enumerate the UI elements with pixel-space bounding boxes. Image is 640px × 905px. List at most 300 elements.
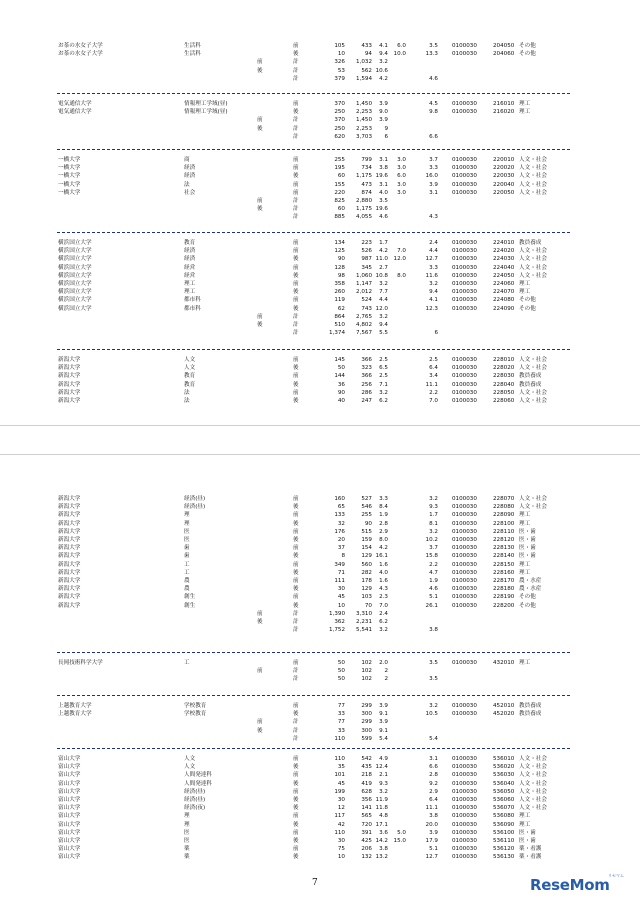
cell-dept: 薬 bbox=[184, 846, 190, 853]
cell-univ: 横浜国立大学 bbox=[58, 256, 92, 263]
cell-gcode: 前 bbox=[257, 59, 263, 66]
cell-cat: 教員養成 bbox=[519, 373, 542, 380]
cell-n3: 3.9 bbox=[379, 703, 388, 709]
cell-c2: 536120 bbox=[493, 846, 515, 853]
cell-univ: 横浜国立大学 bbox=[58, 297, 92, 304]
cell-c1: 0100030 bbox=[452, 569, 477, 576]
cell-sched: 計 bbox=[293, 619, 299, 625]
cell-n3: 12.0 bbox=[375, 305, 388, 312]
cell-dept: 医 bbox=[184, 838, 190, 844]
cell-n3: 4.4 bbox=[379, 297, 388, 304]
cell-n5: 2.9 bbox=[429, 788, 438, 795]
cell-univ: 新潟大学 bbox=[58, 569, 81, 576]
cell-univ: 新潟大学 bbox=[58, 389, 81, 396]
cell-sched: 計 bbox=[293, 117, 299, 124]
section-divider bbox=[57, 232, 570, 233]
cell-sched: 後 bbox=[293, 504, 299, 511]
cell-c2: 452010 bbox=[493, 703, 515, 709]
cell-n5: 3.1 bbox=[429, 756, 438, 762]
cell-sched: 計 bbox=[293, 67, 299, 74]
page-gap bbox=[0, 425, 640, 455]
cell-n3: 9.4 bbox=[379, 322, 388, 328]
table-row bbox=[0, 764, 640, 771]
cell-dept: 経済(昼) bbox=[184, 797, 206, 803]
cell-dept: 教育 bbox=[184, 373, 196, 380]
cell-univ: 新潟大学 bbox=[58, 602, 81, 609]
cell-n5: 3.3 bbox=[429, 165, 438, 172]
cell-c1: 0100030 bbox=[452, 109, 477, 116]
cell-n2: 129 bbox=[361, 553, 372, 560]
cell-sched: 前 bbox=[293, 561, 299, 568]
cell-n3: 4.0 bbox=[379, 569, 388, 576]
table-row bbox=[0, 297, 640, 304]
cell-n5: 20.0 bbox=[425, 821, 438, 828]
cell-c1: 0100030 bbox=[452, 305, 477, 312]
cell-cat: 理工 bbox=[519, 101, 531, 107]
cell-univ: 新潟大学 bbox=[58, 561, 81, 568]
table-row bbox=[0, 59, 640, 66]
cell-c1: 0100030 bbox=[452, 157, 477, 163]
cell-n2: 2,765 bbox=[355, 313, 372, 320]
cell-c1: 0100030 bbox=[452, 578, 477, 584]
cell-univ: 上越教育大学 bbox=[58, 703, 92, 709]
cell-univ: 富山大学 bbox=[58, 788, 81, 795]
cell-c2: 224030 bbox=[493, 256, 515, 263]
cell-n3: 4.2 bbox=[379, 75, 388, 82]
cell-sched: 前 bbox=[293, 373, 299, 380]
table-row bbox=[0, 586, 640, 593]
cell-n1: 98 bbox=[337, 272, 345, 279]
cell-c2: 224070 bbox=[493, 289, 515, 296]
cell-n1: 60 bbox=[337, 173, 345, 180]
cell-n1: 50 bbox=[337, 668, 345, 675]
cell-c2: 536060 bbox=[493, 797, 515, 803]
table-row bbox=[0, 398, 640, 405]
cell-c1: 0100030 bbox=[452, 256, 477, 263]
cell-n5: 17.9 bbox=[425, 838, 438, 844]
cell-n5: 3.7 bbox=[429, 157, 438, 163]
cell-n1: 128 bbox=[334, 264, 345, 271]
cell-n3: 3.1 bbox=[379, 181, 388, 188]
cell-dept: 理 bbox=[184, 821, 190, 828]
section-divider bbox=[57, 652, 570, 653]
cell-n5: 26.1 bbox=[425, 602, 438, 609]
cell-univ: 新潟大学 bbox=[58, 537, 81, 543]
cell-sched: 前 bbox=[293, 389, 299, 396]
cell-c1: 0100030 bbox=[452, 381, 477, 388]
cell-sched: 前 bbox=[293, 264, 299, 271]
cell-n1: 30 bbox=[337, 838, 345, 844]
cell-dept: 経済(昼) bbox=[184, 496, 206, 502]
cell-n3: 9.4 bbox=[379, 51, 388, 58]
cell-c2: 536030 bbox=[493, 772, 515, 779]
cell-n1: 40 bbox=[337, 398, 345, 404]
cell-sched: 計 bbox=[293, 330, 299, 337]
cell-gcode: 後 bbox=[257, 619, 263, 625]
cell-sched: 後 bbox=[293, 305, 299, 312]
cell-n5: 13.3 bbox=[425, 51, 438, 58]
cell-sched: 前 bbox=[293, 703, 299, 709]
cell-n1: 12 bbox=[337, 805, 345, 812]
cell-sched: 計 bbox=[293, 676, 299, 683]
cell-cat: 薬・看護 bbox=[519, 854, 542, 861]
cell-sched: 後 bbox=[293, 569, 299, 576]
cell-n2: 734 bbox=[361, 165, 372, 172]
cell-dept: 理 bbox=[184, 813, 190, 820]
table-row bbox=[0, 306, 640, 313]
table-row bbox=[0, 512, 640, 519]
cell-cat: 人文・社会 bbox=[519, 272, 547, 279]
cell-c1: 0100030 bbox=[452, 561, 477, 568]
cell-c1: 0100030 bbox=[452, 846, 477, 853]
table-row bbox=[0, 854, 640, 861]
cell-n1: 362 bbox=[334, 619, 345, 625]
cell-univ: 新潟大学 bbox=[58, 496, 81, 502]
cell-c2: 224050 bbox=[493, 272, 515, 279]
cell-n2: 599 bbox=[361, 735, 372, 742]
cell-dept: 経済(昼) bbox=[184, 504, 206, 511]
cell-c2: 536100 bbox=[493, 829, 515, 836]
cell-dept: 理 bbox=[184, 520, 190, 527]
cell-n3: 4.2 bbox=[379, 545, 388, 552]
cell-c1: 0100030 bbox=[452, 272, 477, 279]
cell-c1: 0100030 bbox=[452, 289, 477, 296]
cell-dept: 経済 bbox=[184, 173, 196, 180]
cell-n5: 6.4 bbox=[429, 797, 438, 803]
cell-dept: 工 bbox=[184, 561, 190, 568]
cell-n2: 7,567 bbox=[355, 330, 372, 337]
cell-c1: 0100030 bbox=[452, 756, 477, 762]
cell-dept: 人間発達科 bbox=[184, 780, 212, 787]
cell-univ: 新潟大学 bbox=[58, 545, 81, 552]
cell-dept: 社会 bbox=[184, 189, 196, 196]
cell-c2: 536070 bbox=[493, 805, 515, 812]
cell-c1: 0100030 bbox=[452, 711, 477, 718]
cell-cat: 教員養成 bbox=[519, 711, 542, 718]
cell-cat: 理工 bbox=[519, 281, 531, 287]
cell-sched: 前 bbox=[293, 181, 299, 188]
cell-n2: 1,450 bbox=[355, 117, 372, 124]
table-row bbox=[0, 76, 640, 83]
cell-n1: 50 bbox=[337, 676, 345, 683]
cell-c1: 0100030 bbox=[452, 805, 477, 812]
cell-n5: 3.5 bbox=[429, 660, 438, 666]
cell-cat: 人文・社会 bbox=[519, 756, 547, 762]
cell-n2: 299 bbox=[361, 703, 372, 709]
cell-univ: 電気通信大学 bbox=[58, 101, 92, 107]
cell-c1: 0100030 bbox=[452, 248, 477, 255]
cell-sched: 計 bbox=[293, 125, 299, 132]
cell-c2: 228170 bbox=[493, 578, 515, 584]
cell-c1: 0100030 bbox=[452, 165, 477, 172]
cell-n1: 133 bbox=[334, 512, 345, 519]
cell-sched: 後 bbox=[293, 805, 299, 812]
cell-n5: 2.2 bbox=[429, 561, 438, 568]
cell-univ: 一橋大学 bbox=[58, 173, 81, 180]
section-divider bbox=[57, 748, 570, 749]
cell-c2: 536130 bbox=[493, 854, 515, 861]
cell-n2: 546 bbox=[361, 504, 372, 511]
cell-n3: 7.7 bbox=[379, 289, 388, 296]
cell-n5: 3.2 bbox=[429, 528, 438, 535]
cell-n3: 1.7 bbox=[379, 240, 388, 246]
cell-cat: 教員養成 bbox=[519, 703, 542, 709]
cell-n2: 720 bbox=[361, 821, 372, 828]
cell-n2: 2,253 bbox=[355, 109, 372, 116]
cell-sched: 後 bbox=[293, 602, 299, 609]
cell-dept: 薬 bbox=[184, 854, 190, 861]
cell-cat: 人文・社会 bbox=[519, 189, 547, 196]
cell-c1: 0100030 bbox=[452, 398, 477, 404]
cell-sched: 後 bbox=[293, 398, 299, 404]
cell-n4: 6.0 bbox=[397, 43, 406, 49]
cell-n2: 987 bbox=[361, 256, 372, 263]
cell-n3: 4.1 bbox=[379, 43, 388, 49]
cell-univ: 富山大学 bbox=[58, 756, 81, 762]
cell-n2: 1,450 bbox=[355, 101, 372, 107]
cell-sched: 後 bbox=[293, 289, 299, 296]
cell-n5: 2.4 bbox=[429, 240, 438, 246]
cell-c2: 228050 bbox=[493, 389, 515, 396]
cell-n2: 206 bbox=[361, 846, 372, 853]
cell-cat: 人文・社会 bbox=[519, 398, 547, 404]
table-row bbox=[0, 756, 640, 763]
cell-c1: 0100030 bbox=[452, 281, 477, 287]
cell-n5: 2.8 bbox=[429, 772, 438, 779]
cell-n3: 8.4 bbox=[379, 504, 388, 511]
cell-c2: 220050 bbox=[493, 189, 515, 196]
table-row bbox=[0, 373, 640, 380]
cell-n1: 825 bbox=[334, 198, 345, 204]
cell-n5: 4.6 bbox=[429, 75, 438, 82]
table-row bbox=[0, 781, 640, 788]
section-divider bbox=[57, 93, 570, 94]
cell-n1: 30 bbox=[337, 797, 345, 803]
table-row bbox=[0, 126, 640, 133]
cell-n1: 134 bbox=[334, 240, 345, 246]
cell-univ: 新潟大学 bbox=[58, 365, 81, 372]
cell-cat: 農・水産 bbox=[519, 586, 542, 593]
cell-cat: その他 bbox=[519, 297, 536, 304]
cell-cat: 人文・社会 bbox=[519, 256, 547, 263]
cell-c1: 0100030 bbox=[452, 51, 477, 58]
cell-n3: 4.0 bbox=[379, 189, 388, 196]
table-row bbox=[0, 660, 640, 667]
cell-n5: 3.5 bbox=[429, 676, 438, 683]
cell-n5: 4.6 bbox=[429, 586, 438, 593]
cell-univ: 富山大学 bbox=[58, 764, 81, 771]
cell-n3: 2.7 bbox=[379, 264, 388, 271]
cell-sched: 後 bbox=[293, 256, 299, 263]
cell-n1: 77 bbox=[337, 703, 345, 709]
cell-dept: 医 bbox=[184, 829, 190, 836]
cell-sched: 後 bbox=[293, 381, 299, 388]
cell-sched: 前 bbox=[293, 512, 299, 519]
cell-n3: 3.3 bbox=[379, 496, 388, 502]
cell-n5: 3.9 bbox=[429, 181, 438, 188]
cell-cat: 教員養成 bbox=[519, 381, 542, 388]
cell-univ: 横浜国立大学 bbox=[58, 272, 92, 279]
cell-n3: 3.1 bbox=[379, 157, 388, 163]
cell-cat: 人文・社会 bbox=[519, 772, 547, 779]
cell-n2: 527 bbox=[361, 496, 372, 502]
cell-c1: 0100030 bbox=[452, 602, 477, 609]
cell-n5: 12.7 bbox=[425, 854, 438, 861]
cell-n3: 2.5 bbox=[379, 373, 388, 380]
cell-n2: 90 bbox=[364, 520, 372, 527]
cell-n1: 155 bbox=[334, 181, 345, 188]
cell-n4: 8.0 bbox=[397, 272, 406, 279]
cell-dept: 創生 bbox=[184, 594, 196, 601]
cell-n3: 2.5 bbox=[379, 357, 388, 363]
cell-sched: 計 bbox=[293, 313, 299, 320]
cell-n5: 1.9 bbox=[429, 578, 438, 584]
cell-sched: 前 bbox=[293, 578, 299, 584]
cell-n1: 32 bbox=[337, 520, 345, 527]
cell-sched: 後 bbox=[293, 711, 299, 718]
cell-c1: 0100030 bbox=[452, 813, 477, 820]
cell-gcode: 後 bbox=[257, 67, 263, 74]
cell-n3: 19.6 bbox=[375, 206, 388, 213]
cell-sched: 計 bbox=[293, 668, 299, 675]
cell-univ: 新潟大学 bbox=[58, 357, 81, 363]
cell-n1: 101 bbox=[334, 772, 345, 779]
table-row bbox=[0, 553, 640, 560]
cell-n2: 247 bbox=[361, 398, 372, 404]
cell-c1: 0100030 bbox=[452, 43, 477, 49]
cell-n5: 6 bbox=[434, 330, 438, 337]
cell-n2: 1,175 bbox=[355, 206, 372, 213]
cell-n1: 260 bbox=[334, 289, 345, 296]
cell-n3: 4.3 bbox=[379, 586, 388, 593]
cell-c1: 0100030 bbox=[452, 189, 477, 196]
cell-sched: 計 bbox=[293, 75, 299, 82]
cell-c2: 228060 bbox=[493, 398, 515, 404]
cell-n1: 110 bbox=[334, 756, 345, 762]
cell-n3: 2.1 bbox=[379, 772, 388, 779]
cell-dept: 経済 bbox=[184, 165, 196, 172]
cell-n4: 7.0 bbox=[397, 248, 406, 255]
cell-univ: 新潟大学 bbox=[58, 381, 81, 388]
page-number: 7 bbox=[312, 878, 318, 888]
cell-n1: 864 bbox=[334, 313, 345, 320]
cell-c2: 224020 bbox=[493, 248, 515, 255]
cell-sched: 前 bbox=[293, 528, 299, 535]
cell-n2: 419 bbox=[361, 780, 372, 787]
cell-n3: 3.8 bbox=[379, 846, 388, 853]
cell-sched: 後 bbox=[293, 109, 299, 116]
cell-c1: 0100030 bbox=[452, 297, 477, 304]
cell-n3: 3.2 bbox=[379, 788, 388, 795]
cell-n5: 12.3 bbox=[425, 305, 438, 312]
cell-n3: 5.5 bbox=[379, 330, 388, 337]
cell-c1: 0100030 bbox=[452, 545, 477, 552]
cell-sched: 後 bbox=[293, 764, 299, 771]
cell-c1: 0100030 bbox=[452, 528, 477, 535]
cell-univ: 富山大学 bbox=[58, 805, 81, 812]
table-row bbox=[0, 719, 640, 726]
cell-n4: 5.0 bbox=[397, 829, 406, 836]
cell-n2: 565 bbox=[361, 813, 372, 820]
cell-c2: 536110 bbox=[493, 838, 515, 844]
cell-n3: 19.6 bbox=[375, 173, 388, 180]
cell-c2: 228070 bbox=[493, 496, 515, 502]
cell-univ: 富山大学 bbox=[58, 854, 81, 861]
cell-c1: 0100030 bbox=[452, 854, 477, 861]
cell-univ: 一橋大学 bbox=[58, 165, 81, 172]
cell-n2: 473 bbox=[361, 181, 372, 188]
cell-n1: 45 bbox=[337, 780, 345, 787]
cell-n3: 11.9 bbox=[375, 797, 388, 803]
cell-sched: 計 bbox=[293, 133, 299, 140]
cell-n3: 7.1 bbox=[379, 381, 388, 388]
cell-c2: 228110 bbox=[493, 528, 515, 535]
cell-c2: 216010 bbox=[493, 101, 515, 107]
cell-n5: 3.3 bbox=[429, 264, 438, 271]
cell-n3: 3.9 bbox=[379, 719, 388, 726]
cell-n5: 12.7 bbox=[425, 256, 438, 263]
cell-sched: 計 bbox=[293, 719, 299, 726]
cell-cat: 理工 bbox=[519, 520, 531, 527]
cell-cat: 人文・社会 bbox=[519, 248, 547, 255]
cell-c1: 0100030 bbox=[452, 496, 477, 502]
cell-cat: 人文・社会 bbox=[519, 264, 547, 271]
cell-n2: 154 bbox=[361, 545, 372, 552]
cell-c1: 0100030 bbox=[452, 764, 477, 771]
cell-n2: 2,231 bbox=[355, 619, 372, 625]
cell-dept: 農 bbox=[184, 578, 190, 584]
cell-c1: 0100030 bbox=[452, 703, 477, 709]
cell-sched: 前 bbox=[293, 189, 299, 196]
cell-n3: 4.6 bbox=[379, 214, 388, 221]
cell-sched: 前 bbox=[293, 101, 299, 107]
resemom-logo[interactable]: ReseMom bbox=[530, 876, 610, 894]
cell-n1: 8 bbox=[341, 553, 345, 560]
cell-n3: 7.0 bbox=[379, 602, 388, 609]
cell-n1: 10 bbox=[337, 854, 345, 861]
cell-n5: 2.5 bbox=[429, 357, 438, 363]
cell-n5: 10.5 bbox=[425, 711, 438, 718]
cell-n5: 9.2 bbox=[429, 780, 438, 787]
cell-sched: 計 bbox=[293, 214, 299, 221]
cell-cat: 人文・社会 bbox=[519, 357, 547, 363]
cell-univ: 新潟大学 bbox=[58, 553, 81, 560]
cell-n4: 3.0 bbox=[397, 165, 406, 172]
cell-univ: 横浜国立大学 bbox=[58, 248, 92, 255]
cell-c2: 432010 bbox=[493, 660, 515, 666]
cell-n2: 282 bbox=[361, 569, 372, 576]
cell-n3: 3.2 bbox=[379, 389, 388, 396]
cell-c2: 220030 bbox=[493, 173, 515, 180]
cell-n2: 874 bbox=[361, 189, 372, 196]
cell-n5: 11.1 bbox=[425, 805, 438, 812]
cell-c1: 0100030 bbox=[452, 504, 477, 511]
cell-univ: 新潟大学 bbox=[58, 512, 81, 519]
cell-sched: 後 bbox=[293, 51, 299, 58]
cell-dept: 法 bbox=[184, 398, 190, 404]
cell-n1: 370 bbox=[334, 117, 345, 124]
cell-n2: 435 bbox=[361, 764, 372, 771]
cell-n3: 3.2 bbox=[379, 59, 388, 66]
cell-cat: 理工 bbox=[519, 660, 531, 666]
cell-c2: 228120 bbox=[493, 537, 515, 543]
cell-n4: 3.0 bbox=[397, 189, 406, 196]
table-row bbox=[0, 206, 640, 213]
cell-n3: 17.1 bbox=[375, 821, 388, 828]
cell-cat: 人文・社会 bbox=[519, 389, 547, 396]
cell-univ: 一橋大学 bbox=[58, 189, 81, 196]
cell-gcode: 後 bbox=[257, 125, 263, 132]
